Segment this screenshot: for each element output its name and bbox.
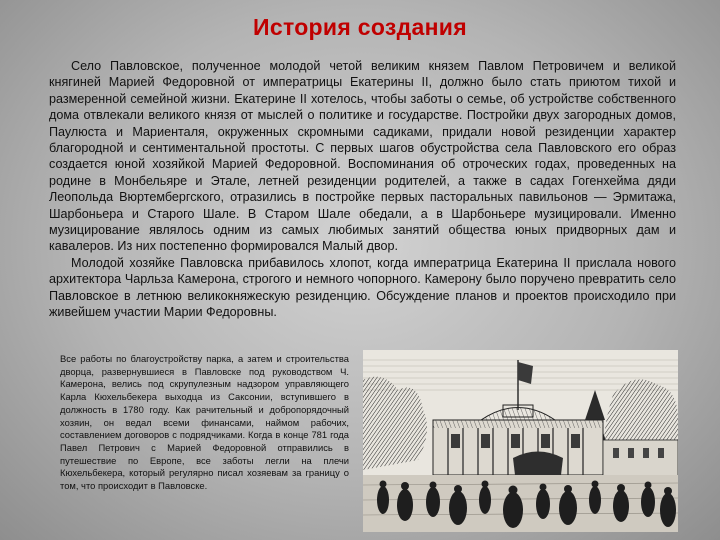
engraving-image: [363, 350, 678, 532]
side-caption: Все работы по благоустройству парка, а затем и строительства дворца, развернувшиеся в Павловске под руководством Ч. Камерона, велись под скрупулезным надзором управляющего Карла Кюхельбекера выходца из Саксонии, вступившего в должность в 1780 году. Как рачительный и добропорядочный хозяин, он ведал всеми финансами, наймом рабочих, составлением договоров с подрядчиками. Когда в конце 781 года Павел Петрович с Марией Федоровной отправились в путешествие по Европе, все заботы легли на плечи Кюхельбекера, который регулярно писал хозяевам за границу о том, что происходит в Павловске.: [60, 353, 349, 492]
paragraph-1: Село Павловское, полученное молодой четой великим князем Павлом Петровичем и великой княгиней Марией Федоровной от императрицы Екатерины II, должно было стать приютом тихой и размеренной семейной жизни. Екатерине II хотелось, чтобы заботы о семье, об устройстве собственного дома отвлекали великого князя от мыслей о политике и государстве. Постройки двух загородных домов, Паулюста и Мариенталя, окруженных скромными садиками, придали новой резиденции характер благородной и сентиментальной простоты. С первых шагов обустройства села Павловского его образ создается юной хозяйкой Марией Федоровной. Воспоминания об отроческих годах, проведенных на родине в Монбельяре и Этале, летней резиденции родителей, а также в садах Гогенхейма дяди Леопольда Вюртембергского, отразились в постройке первых пасторальных павильонов — Эрмитажа, Шарбоньера и Старого Шале. В Старом Шале обедали, а в Шарбоньере музицировали. Именно музицирование являлось одним из самых любимых занятий общества юных придворных дам и кавалеров. Из них постепенно формировался Малый двор.: [49, 59, 676, 254]
page-title: История создания: [253, 14, 467, 40]
main-text: [49, 58, 676, 321]
paragraph-2: Молодой хозяйке Павловска прибавилось хлопот, когда императрица Екатерина II прислала нового архитектора Чарльза Камерона, строгого и немного чопорного. Камерону было поручено превратить село Павловское в летнюю великокняжескую резиденцию. Обсуждение планов и проектов происходило при живейшем участии Марии Федоровны.: [49, 255, 676, 320]
pavilion-engraving-icon: [363, 350, 678, 532]
